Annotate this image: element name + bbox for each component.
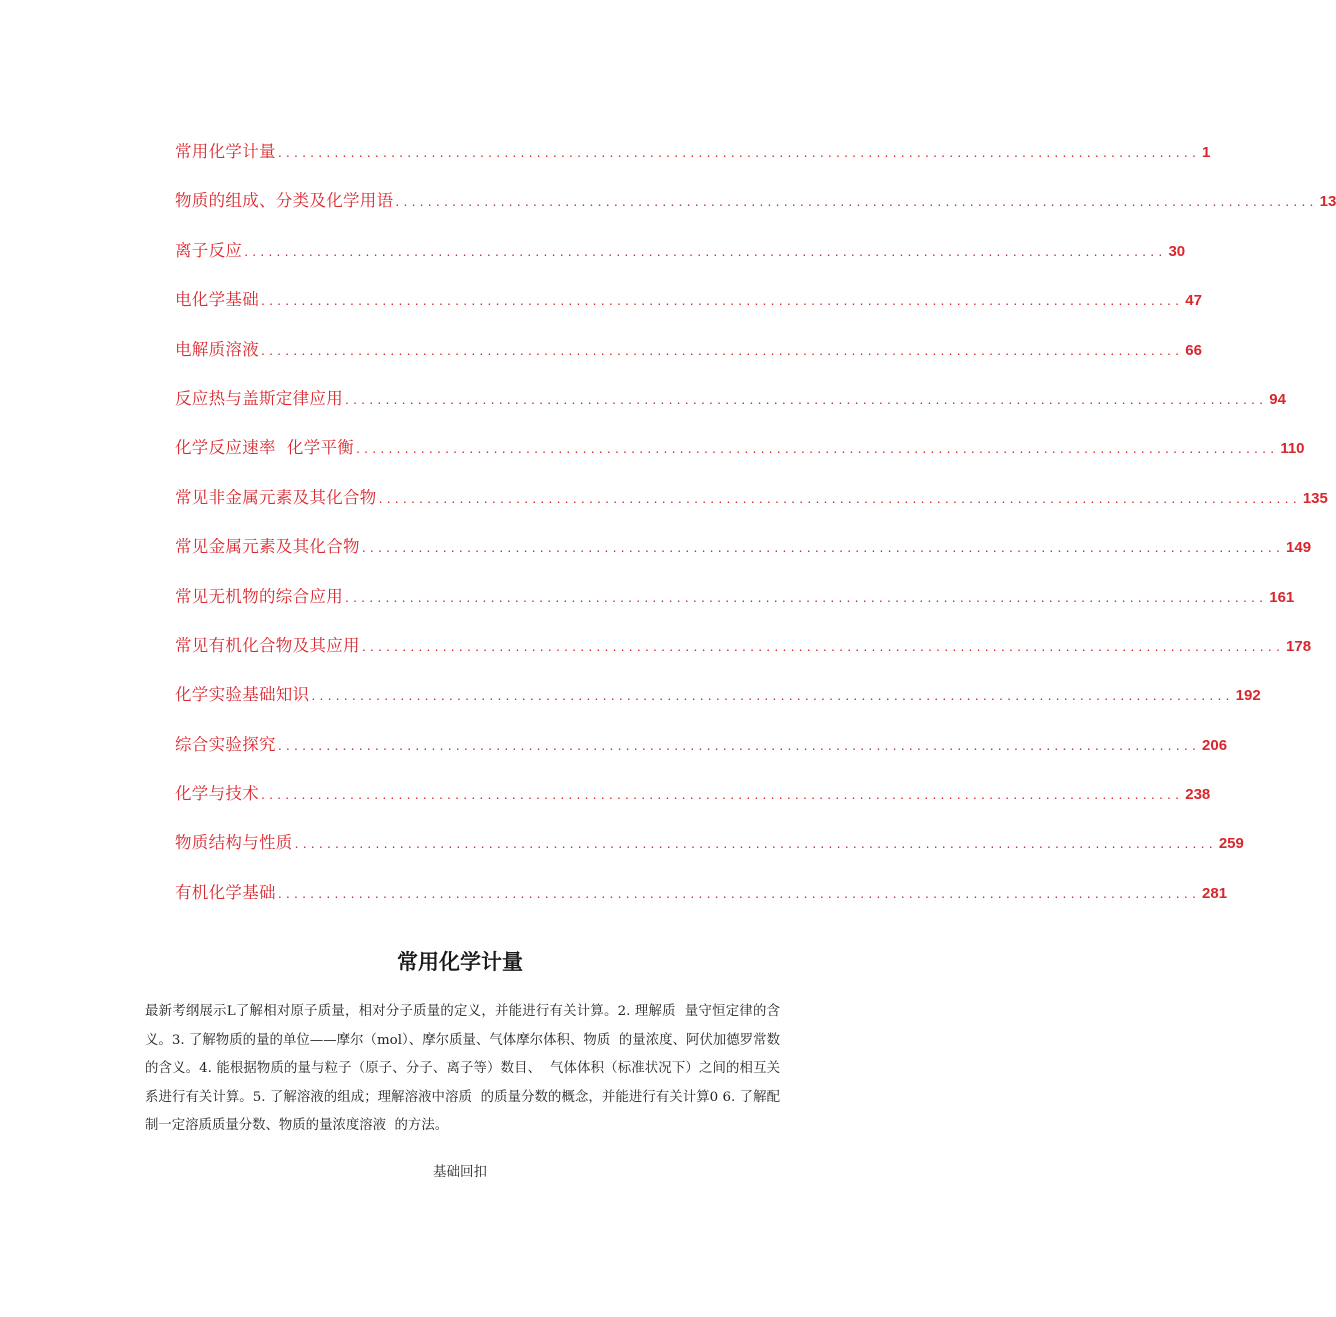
toc-entry-leader: .................................................................................................................. [378,489,1301,506]
toc-entry-title: 物质结构与性质 [175,833,293,853]
toc-entry[interactable] [175,829,1244,878]
toc-entry-leader: .................................................................................................................. [361,637,1285,654]
toc-entry[interactable] [175,632,1312,681]
toc-entry-page: 206 [1202,736,1228,754]
toc-entry-title: 物质的组成、分类及化学用语 [175,191,394,211]
toc-entry[interactable] [175,187,1336,236]
toc-entry-title: 常见金属元素及其化合物 [175,537,360,557]
toc-entry-leader: .................................................................................................................. [294,835,1217,852]
toc-entry-leader: .................................................................................................................. [311,687,1234,704]
toc-entry-title: 综合实验探究 [175,734,276,754]
toc-entry-page: 66 [1185,341,1202,359]
toc-entry-page: 30 [1168,242,1186,260]
toc-entry-page: 94 [1269,390,1286,408]
toc-entry-page: 161 [1269,588,1295,606]
toc-entry-leader: .................................................................................................................. [395,193,1318,210]
toc-entry[interactable] [175,583,1295,632]
toc-entry-page: 47 [1185,292,1202,310]
toc-entry-title: 常见有机化合物及其应用 [175,635,360,655]
exam-outline-paragraph: 最新考纲展示L了解相对原子质量，相对分子质量的定义，并能进行有关计算。2. 理解质 量守恒定律的含义。3. 了解物质的量的单位——摩尔（mol）、摩尔质量、气体摩尔体积、物质 的量浓度、阿伏加德罗常数的含义。4. 能根据物质的量与粒子（原子、分子、离子等）数目、 气体体积（标准状况下）之间的相互关系进行有关计算。5. 了解溶液的组成；理解溶液中溶质 的质量分数的概念，并能进行有关计算0 6. 了解配制一定溶质质量分数、物质的量浓度溶液 的方法。 [145,1004,780,1134]
toc-entry-leader: .................................................................................................................. [244,242,1167,259]
toc-entry[interactable] [175,434,1305,483]
toc-entry-leader: .................................................................................................................. [261,786,1184,803]
toc-entry-leader: .................................................................................................................. [261,292,1184,309]
toc-entry-title: 化学与技术 [175,784,259,804]
toc-entry[interactable] [175,336,1202,385]
toc-entry[interactable] [175,484,1328,533]
toc-entry-title: 电化学基础 [175,290,259,310]
toc-entry-leader: .................................................................................................................. [361,539,1285,556]
toc-entry-page: 281 [1202,884,1228,902]
toc-entry-title: 有机化学基础 [175,882,276,902]
toc-entry-page: 13 [1319,193,1336,211]
table-of-contents [175,138,1336,928]
toc-entry-leader: .................................................................................................................. [345,588,1268,605]
toc-entry-leader: .................................................................................................................. [345,390,1268,407]
toc-entry-page: 135 [1302,489,1328,507]
toc-entry[interactable] [175,286,1202,335]
toc-entry[interactable] [175,533,1312,582]
toc-entry-title: 化学反应速率 化学平衡 [175,438,355,458]
toc-entry-page: 1 [1202,144,1211,161]
toc-entry-title: 化学实验基础知识 [175,685,310,705]
toc-entry[interactable] [175,681,1261,730]
toc-entry-leader: .................................................................................................................. [277,736,1201,753]
toc-entry-title: 常用化学计量 [175,142,276,161]
toc-entry[interactable] [175,879,1228,928]
toc-entry-leader: .................................................................................................................. [261,341,1184,358]
toc-entry-title: 常见无机物的综合应用 [175,586,343,606]
toc-entry[interactable] [175,385,1286,434]
toc-entry-leader: .................................................................................................................. [277,884,1201,901]
section-subheading: 基础回扣 [433,1164,487,1180]
toc-entry[interactable] [175,731,1228,780]
section-title: 常用化学计量 [397,950,523,974]
toc-entry-page: 238 [1185,786,1211,804]
toc-entry[interactable] [175,138,1211,187]
toc-entry[interactable] [175,237,1186,286]
toc-entry-page: 149 [1286,539,1312,557]
toc-entry-title: 常见非金属元素及其化合物 [175,487,377,507]
toc-entry-title: 电解质溶液 [175,339,259,359]
toc-entry[interactable] [175,780,1211,829]
toc-entry-page: 259 [1218,835,1244,853]
toc-entry-title: 反应热与盖斯定律应用 [175,388,343,408]
toc-entry-page: 110 [1280,440,1305,458]
toc-entry-page: 192 [1235,687,1261,705]
toc-entry-leader: .................................................................................................................. [277,144,1201,160]
toc-entry-title: 离子反应 [175,240,243,260]
toc-entry-leader: .................................................................................................................. [356,440,1279,457]
toc-entry-page: 178 [1286,637,1312,655]
